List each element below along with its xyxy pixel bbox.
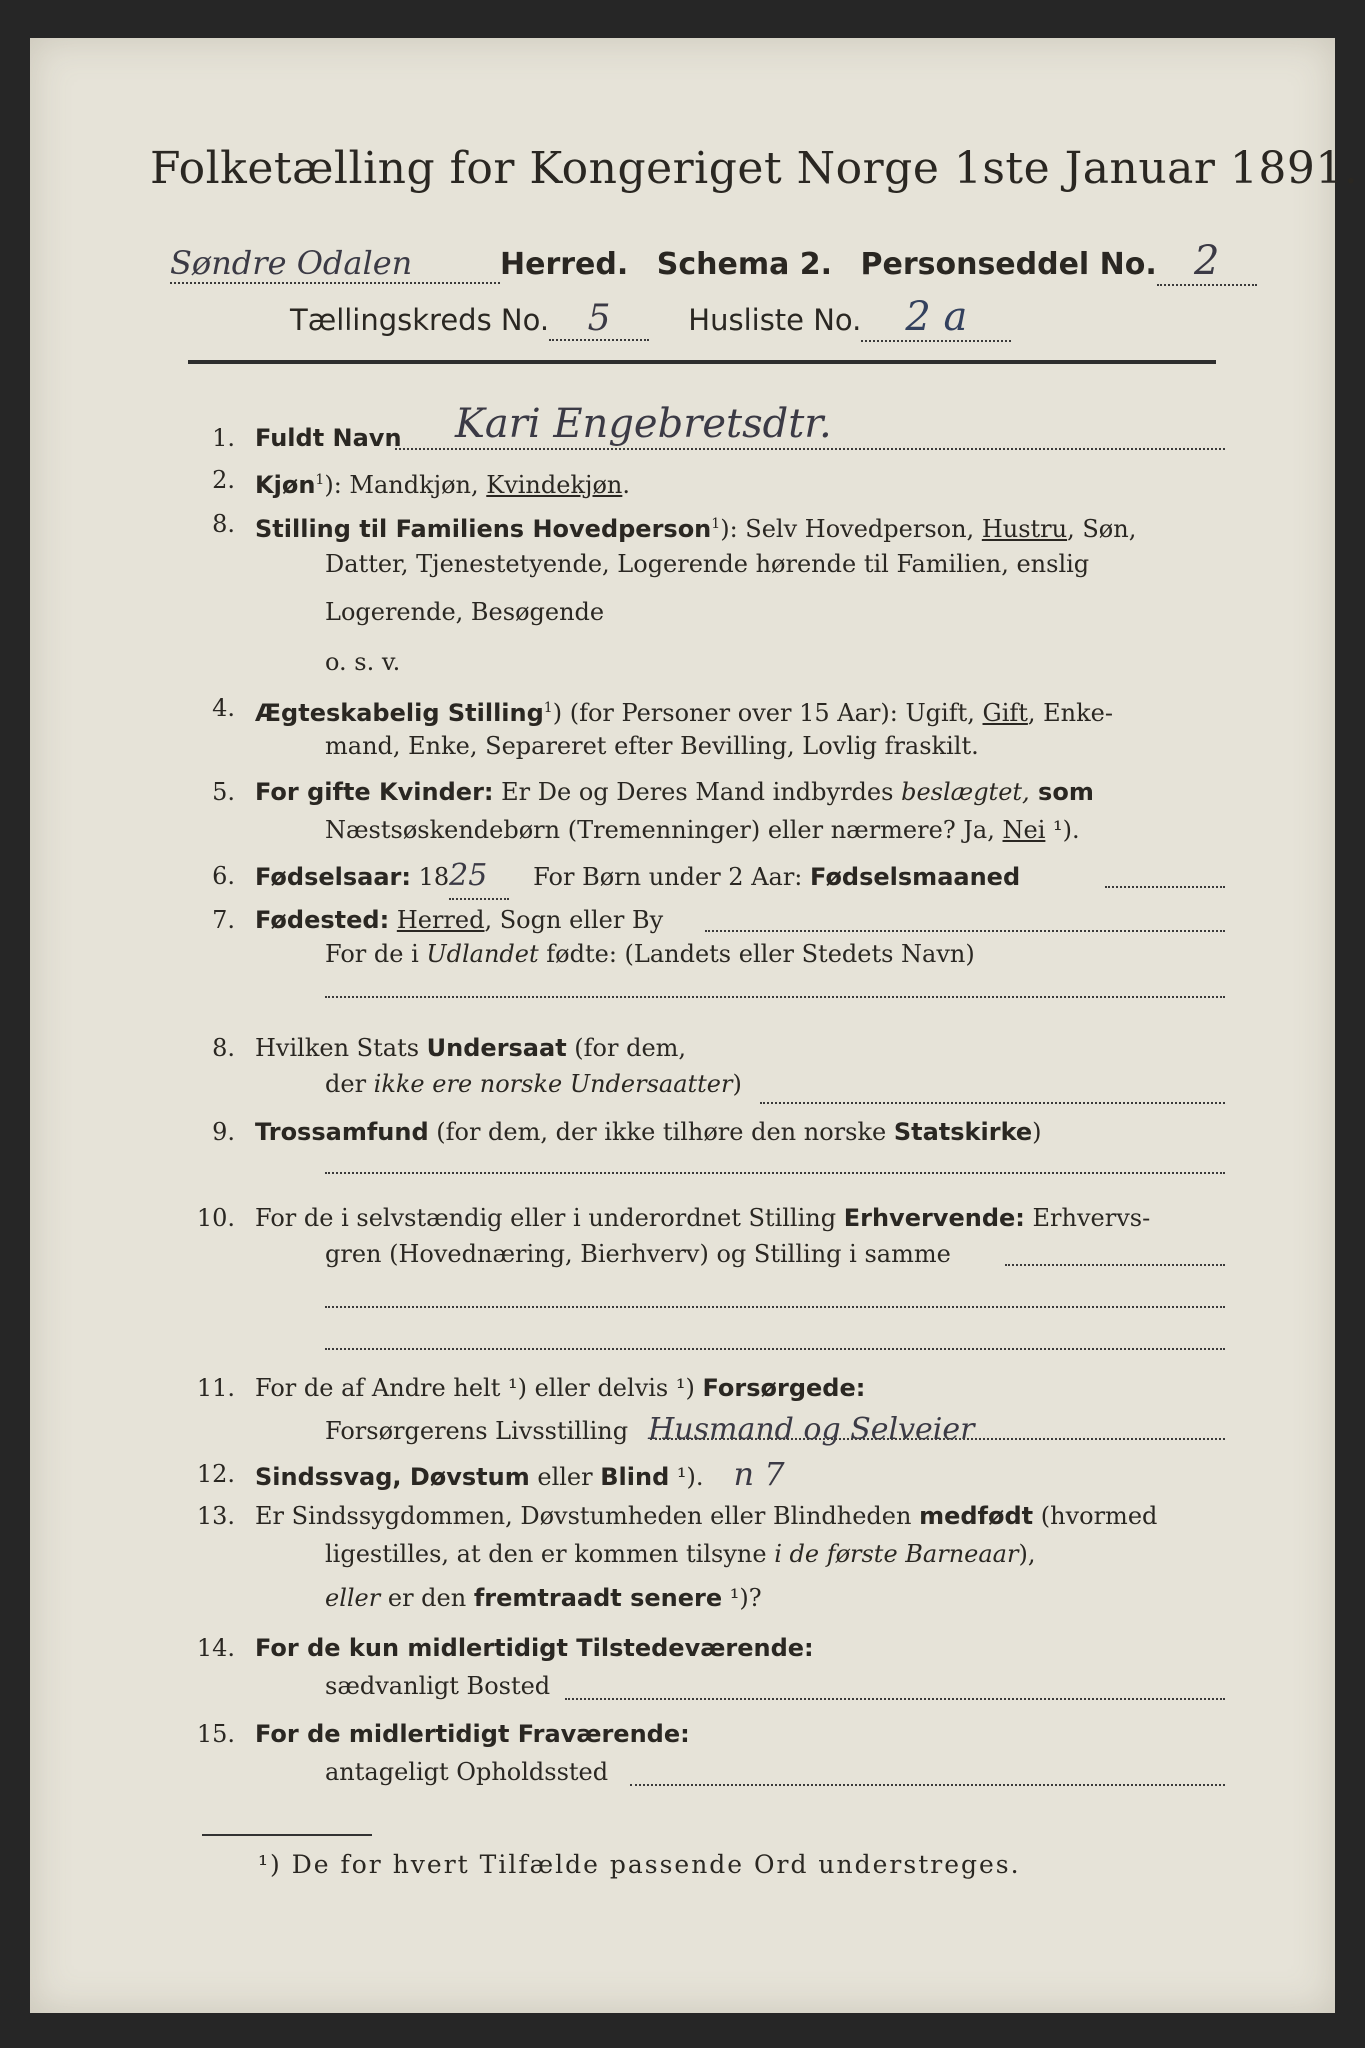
italic-text: i de første Barneaar (774, 1540, 1019, 1568)
item-number: 4. (212, 694, 235, 722)
item-text: er den (380, 1584, 474, 1612)
underlined-choice: Nei (1002, 816, 1046, 844)
italic-text: eller (325, 1584, 381, 1612)
underlined-choice: Gift (982, 699, 1028, 727)
item-text: (for dem, (566, 1034, 687, 1062)
footnote-mark: 1 (711, 516, 721, 532)
husliste-number: 2 a (861, 294, 1011, 342)
item-number: 13. (196, 1502, 235, 1530)
item-text: ligestilles, at den er kommen tilsyne (325, 1540, 775, 1568)
item-number: 15. (196, 1720, 235, 1748)
provider-occupation-handwritten: Husmand og Selveier (648, 1412, 975, 1447)
personseddel-label: Personseddel No. (860, 247, 1157, 282)
dotted-line (395, 448, 1225, 450)
footnote-mark: 1 (315, 472, 325, 488)
item-3-line-3: Logerende, Besøgende (325, 598, 605, 626)
dotted-line (760, 1102, 1225, 1104)
item-text: ): Mandkjøn, (324, 471, 487, 499)
item-label: Forsørgede: (702, 1374, 866, 1402)
item-text: Hvilken Stats (255, 1034, 427, 1062)
item-label: Ægteskabelig Stilling (255, 699, 544, 727)
schema-label: Schema 2. (656, 247, 833, 282)
item-text: ), (1018, 1540, 1036, 1568)
dotted-line (1005, 1264, 1225, 1266)
item-text: ): Selv Hovedperson, (720, 515, 982, 543)
item-text: ¹). (1045, 816, 1080, 844)
item-text: Er Sindssygdommen, Døvstumheden eller Blindheden (255, 1502, 920, 1530)
form-title: Folketælling for Kongeriget Norge 1ste Januar 1891. (150, 143, 1359, 194)
item-text: . (622, 471, 630, 499)
item-text: der (325, 1070, 374, 1098)
item-label: Sindssvag, Døvstum (255, 1463, 530, 1491)
dotted-line (630, 1784, 1225, 1786)
item-label: Stilling til Familiens Hovedperson (255, 515, 712, 543)
item-number: 5. (212, 778, 235, 806)
year-prefix: 18 (411, 863, 450, 891)
item-label: Trossamfund (255, 1118, 429, 1146)
kreds-label: Tællingskreds No. (290, 303, 550, 337)
item-label: For de midlertidigt Fraværende: (255, 1720, 690, 1748)
item-5-line-2 (325, 816, 1080, 844)
item-13-line-2 (325, 1540, 1035, 1568)
item-3-line-4: o. s. v. (325, 648, 401, 676)
item-label: For de kun midlertidigt Tilstedeværende: (255, 1634, 814, 1662)
item-text: For de i selvstændig eller i underordnet Stilling (255, 1204, 844, 1232)
item-number: 14. (196, 1634, 235, 1662)
header-rule (188, 360, 1216, 364)
item-label: Fuldt Navn (255, 424, 402, 452)
item-text: Forsørgerens Livsstilling (325, 1417, 629, 1445)
census-form-page (30, 38, 1359, 2013)
husliste-label: Husliste No. (688, 303, 862, 337)
item-text: ¹)? (722, 1584, 762, 1612)
item-text: For de af Andre helt ¹) eller delvis ¹) (255, 1374, 703, 1402)
item-text: ) (1032, 1118, 1042, 1146)
item-text: eller (529, 1463, 601, 1491)
item-label: Kjøn (255, 471, 316, 499)
item-text: Er De og Deres Mand indbyrdes (493, 778, 902, 806)
italic-text: Udlandet (426, 940, 539, 968)
personseddel-number: 2 (1157, 238, 1257, 286)
item-label: Fødested: (255, 906, 390, 934)
item-text: Næstsøskendebørn (Tremenninger) eller nærmere? Ja, (325, 816, 1003, 844)
item-label: medfødt (919, 1502, 1034, 1530)
kreds-number: 5 (549, 298, 649, 341)
item-11-line-2 (325, 1412, 975, 1447)
underlined-choice: Herred (396, 906, 485, 934)
item-8-line-2 (325, 1070, 742, 1098)
italic-text: ikke ere norske Undersaatter (373, 1070, 733, 1098)
header-line-2 (290, 294, 1350, 354)
dotted-line (325, 1172, 1225, 1174)
item-text: som (1029, 778, 1094, 806)
item-number: 9. (212, 1118, 235, 1146)
item-label: Fødselsmaaned (810, 863, 1021, 891)
handwritten-mark: n 7 (733, 1455, 785, 1493)
item-number: 10. (196, 1204, 235, 1232)
item-number: 6. (212, 862, 235, 890)
footnote: ¹) De for hvert Tilfælde passende Ord understreges. (258, 1850, 1021, 1879)
item-number: 8. (212, 510, 235, 538)
item-text: , Sogn eller By (484, 906, 664, 934)
item-14-line-2: sædvanligt Bosted (325, 1672, 551, 1700)
footnote-mark: 1 (543, 700, 553, 716)
item-text: ) (for Personer over 15 Aar): Ugift, (552, 699, 983, 727)
herred-handwritten: Søndre Odalen (170, 244, 500, 284)
item-label: Erhvervende: (843, 1204, 1025, 1232)
item-text: , Søn, (1067, 515, 1137, 543)
item-text: fødte: (Landets eller Stedets Navn) (538, 940, 975, 968)
item-number: 7. (212, 906, 235, 934)
italic-text: beslægtet, (901, 778, 1030, 806)
item-label: Statskirke (893, 1118, 1033, 1146)
item-text: (hvormed (1033, 1502, 1158, 1530)
underlined-choice: Hustru (981, 515, 1068, 543)
item-4-line-2: mand, Enke, Separeret efter Bevilling, Lovlig fraskilt. (325, 732, 979, 760)
dotted-line (325, 1348, 1225, 1350)
full-name-handwritten: Kari Engebretsdtr. (455, 401, 832, 447)
dotted-line (325, 1306, 1225, 1308)
item-text: (for dem, der ikke tilhøre den norske (428, 1118, 894, 1146)
item-10-line-2: gren (Hovednæring, Bierhverv) og Stilling i samme (325, 1240, 951, 1268)
item-text: ) (732, 1070, 742, 1098)
item-text: For de i (325, 940, 427, 968)
dotted-line (1105, 886, 1225, 888)
item-number: 1. (212, 424, 235, 452)
item-label: fremtraadt senere (473, 1584, 723, 1612)
item-text: Erhvervs- (1024, 1204, 1151, 1232)
item-number: 2. (212, 466, 235, 494)
item-13-line-3 (325, 1584, 762, 1612)
item-label: For gifte Kvinder: (255, 778, 494, 806)
item-label: Undersaat (426, 1034, 567, 1062)
dotted-line (705, 930, 1225, 932)
item-number: 12. (196, 1460, 235, 1488)
item-15-line-2: antageligt Opholdssted (325, 1758, 609, 1786)
dotted-line (325, 996, 1225, 998)
item-text: ¹). (669, 1463, 704, 1491)
dotted-line (565, 1698, 1225, 1700)
birth-year-handwritten: 25 (449, 854, 509, 900)
item-7-line-2 (325, 940, 975, 968)
item-3-line-2: Datter, Tjenestetyende, Logerende hørende til Familien, enslig (325, 550, 1090, 578)
item-label: Blind (600, 1463, 670, 1491)
item-number: 11. (196, 1374, 235, 1402)
dotted-line (650, 1438, 1225, 1440)
herred-label: Herred. (500, 247, 629, 282)
item-text: For Børn under 2 Aar: (533, 863, 811, 891)
item-label: Fødselsaar: (255, 863, 411, 891)
item-number: 8. (212, 1034, 235, 1062)
footnote-divider (202, 1834, 372, 1836)
underlined-choice: Kvindekjøn (486, 471, 623, 499)
header-line-1 (170, 238, 1230, 298)
item-text: , Enke- (1027, 699, 1113, 727)
